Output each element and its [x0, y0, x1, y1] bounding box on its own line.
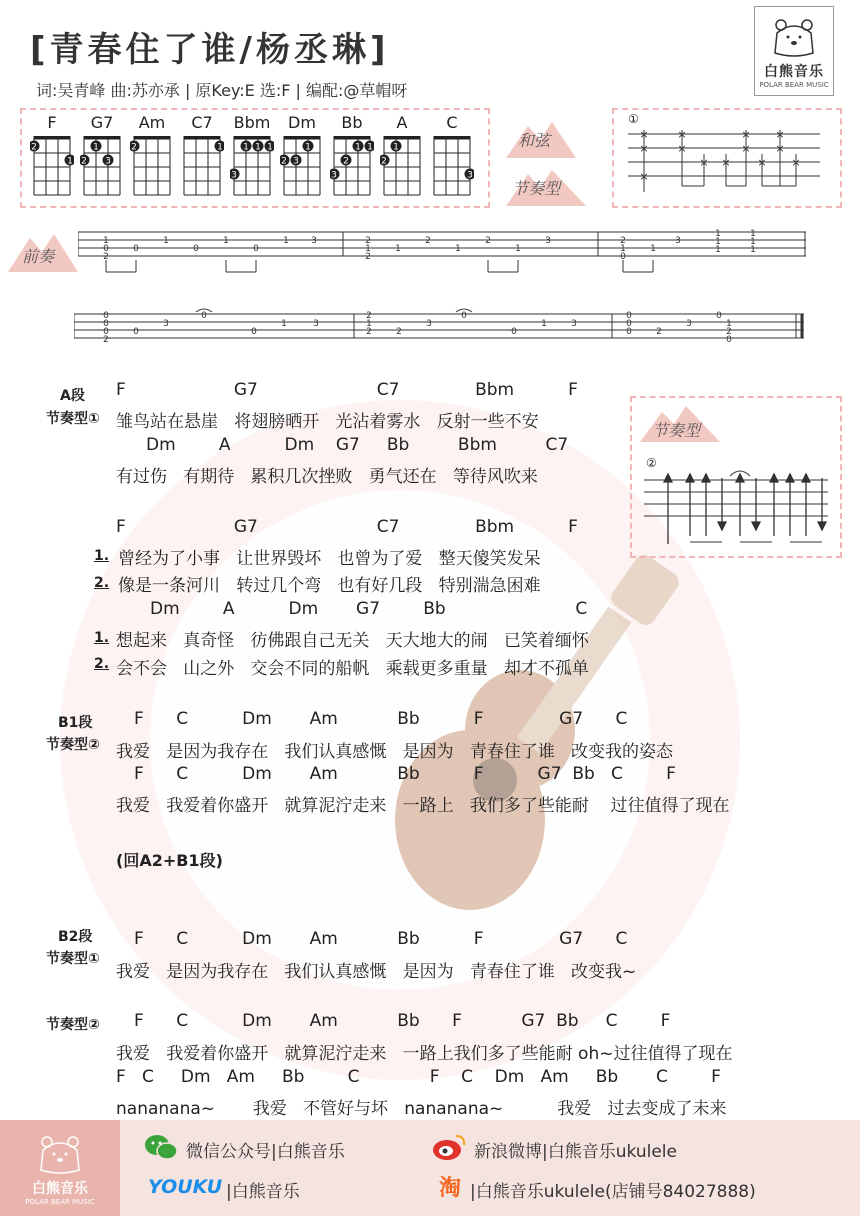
- svg-text:1: 1: [715, 245, 721, 255]
- taobao-icon: [434, 1172, 466, 1202]
- svg-text:0: 0: [103, 327, 109, 337]
- tablature-prelude-2: [74, 306, 808, 370]
- wechat-icon: [144, 1134, 178, 1162]
- chord-grid: [80, 134, 124, 198]
- brand-logo: [754, 6, 834, 96]
- lyric-line: 有过伤 有期待 累积几次挫败 勇气还在 等待风吹来: [116, 467, 538, 487]
- finger-number: 3: [467, 170, 473, 181]
- svg-text:0: 0: [133, 327, 139, 337]
- svg-text:×: ×: [639, 170, 649, 183]
- svg-text:3: 3: [313, 319, 319, 329]
- svg-text:2: 2: [726, 327, 732, 337]
- lyric-line: 会不会 山之外 交会不同的船帆 乘载更多重量 却才不孤单: [116, 659, 589, 679]
- chord-name: F: [47, 113, 57, 132]
- svg-text:淘: 淘: [438, 1176, 462, 1201]
- finger-number: 1: [393, 142, 399, 153]
- finger-number: 3: [293, 156, 299, 167]
- svg-text:×: ×: [741, 142, 751, 155]
- svg-text:0: 0: [251, 327, 257, 337]
- logo-text-cn: 白熊音乐: [764, 64, 824, 80]
- verse-number: 2.: [94, 575, 110, 591]
- chord-line: F C Dm Am Bb F G7 Bb C F: [134, 1011, 671, 1031]
- svg-text:0: 0: [193, 244, 199, 254]
- prelude-label: 前奏: [22, 247, 55, 266]
- chord-line: Dm A Dm G7 Bb Bbm C7: [146, 435, 569, 455]
- svg-text:0: 0: [201, 311, 207, 321]
- section-b2-label: B2段: [58, 929, 93, 945]
- svg-text:×: ×: [721, 156, 731, 169]
- chord-grid: [430, 134, 474, 198]
- finger-number: 3: [105, 156, 111, 167]
- chord-line: F G7 C7 Bbm F: [116, 380, 578, 400]
- bear-icon: [769, 15, 819, 59]
- svg-text:2: 2: [656, 327, 662, 337]
- svg-text:1: 1: [515, 244, 521, 254]
- svg-text:×: ×: [775, 128, 785, 141]
- verse-number: 1.: [94, 630, 110, 646]
- section-b1-rhythm: 节奏型②: [46, 737, 100, 753]
- svg-text:3: 3: [571, 319, 577, 329]
- section-b2-rhythm-1: 节奏型①: [46, 951, 100, 967]
- verse-number: 1.: [94, 548, 110, 564]
- svg-text:1: 1: [726, 319, 732, 329]
- finger-number: 1: [305, 142, 311, 153]
- svg-text:2: 2: [485, 236, 491, 246]
- chord-grid: [130, 134, 174, 198]
- lyric-line: 雏鸟站在悬崖 将翅膀晒开 光沾着雾水 反射一些不安: [116, 412, 539, 432]
- svg-text:×: ×: [757, 156, 767, 169]
- svg-text:0: 0: [716, 311, 722, 321]
- svg-text:3: 3: [686, 319, 692, 329]
- svg-text:1: 1: [750, 229, 756, 239]
- lyric-line: 我爱 是因为我存在 我们认真感慨 是因为 青春住了谁 改变我的姿态: [116, 742, 674, 762]
- song-credits: 词:吴青峰 曲:苏亦承 | 原Key:E 选:F | 编配:@草帽呀: [36, 81, 408, 100]
- chord-line: F C Dm Am Bb F G7 Bb C F: [134, 764, 676, 784]
- svg-text:0: 0: [253, 244, 259, 254]
- svg-text:1: 1: [715, 237, 721, 247]
- finger-number: 1: [355, 142, 361, 153]
- section-b1-label: B1段: [58, 715, 93, 731]
- chord-grid: [380, 134, 424, 198]
- svg-text:1: 1: [541, 319, 547, 329]
- svg-text:3: 3: [545, 236, 551, 246]
- svg-text:×: ×: [677, 142, 687, 155]
- svg-text:2: 2: [396, 327, 402, 337]
- svg-text:1: 1: [750, 245, 756, 255]
- svg-text:0: 0: [620, 252, 626, 262]
- svg-text:1: 1: [715, 229, 721, 239]
- finger-number: 2: [281, 156, 287, 167]
- chord-name: Am: [138, 113, 166, 132]
- logo-text-en: POLAR BEAR MUSIC: [759, 81, 829, 89]
- svg-text:×: ×: [677, 128, 687, 141]
- section-a-label: A段: [60, 388, 85, 404]
- footer-logo-en: POLAR BEAR MUSIC: [25, 1198, 95, 1206]
- lyric-line: 曾经为了小事 让世界毁坏 也曾为了爱 整天傻笑发呆: [118, 549, 541, 569]
- svg-text:3: 3: [426, 319, 432, 329]
- svg-text:0: 0: [626, 319, 632, 329]
- svg-text:2: 2: [366, 311, 372, 321]
- svg-text:0: 0: [133, 244, 139, 254]
- taobao-account[interactable]: |白熊音乐ukulele(店铺号84027888): [470, 1182, 756, 1202]
- svg-text:0: 0: [511, 327, 517, 337]
- weibo-account[interactable]: 新浪微博|白熊音乐ukulele: [474, 1142, 677, 1162]
- finger-number: 1: [67, 156, 73, 167]
- svg-text:×: ×: [775, 142, 785, 155]
- svg-text:×: ×: [741, 128, 751, 141]
- svg-text:0: 0: [103, 244, 109, 254]
- finger-number: 3: [231, 170, 237, 181]
- finger-number: 1: [93, 142, 99, 153]
- svg-text:3: 3: [311, 236, 317, 246]
- chord-grid: [180, 134, 224, 198]
- svg-text:2: 2: [620, 236, 626, 246]
- svg-text:1: 1: [223, 236, 229, 246]
- chord-grid: [280, 134, 324, 198]
- svg-text:×: ×: [699, 156, 709, 169]
- wechat-account[interactable]: 微信公众号|白熊音乐: [186, 1142, 345, 1162]
- footer-logo: [0, 1120, 120, 1216]
- svg-text:3: 3: [163, 319, 169, 329]
- repeat-instruction: (回A2+B1段): [116, 851, 223, 870]
- svg-text:1: 1: [365, 244, 371, 254]
- song-title: [青春住了谁/杨丞琳]: [30, 30, 390, 70]
- svg-text:2: 2: [103, 335, 109, 345]
- rhythm-label-2: 节奏型: [652, 421, 701, 440]
- svg-text:1: 1: [395, 244, 401, 254]
- svg-text:3: 3: [675, 236, 681, 246]
- svg-text:×: ×: [639, 128, 649, 141]
- chord-line: F C Dm Am Bb F G7 C: [134, 929, 628, 949]
- svg-text:×: ×: [639, 142, 649, 155]
- chord-name: Bbm: [233, 113, 271, 132]
- section-b2-rhythm-2: 节奏型②: [46, 1017, 100, 1033]
- svg-text:2: 2: [365, 236, 371, 246]
- tablature-prelude-1: [78, 224, 808, 288]
- lyric-line: 我爱 我爱着你盛开 就算泥泞走来 一路上我们多了些能耐 oh~过往值得了现在: [116, 1044, 733, 1064]
- youku-logo: YOUKU: [148, 1176, 223, 1198]
- rhythm-2-number: ②: [646, 456, 657, 470]
- svg-text:0: 0: [103, 319, 109, 329]
- finger-number: 1: [217, 142, 223, 153]
- chord-grid: [230, 134, 274, 198]
- chord-name: G7: [90, 113, 114, 132]
- rhythm-label: 节奏型: [512, 179, 561, 198]
- svg-text:0: 0: [461, 311, 467, 321]
- youku-account[interactable]: |白熊音乐: [226, 1182, 300, 1202]
- verse-number: 2.: [94, 656, 110, 672]
- chord-name: A: [396, 113, 408, 132]
- finger-number: 1: [367, 142, 373, 153]
- chord-label: 和弦: [518, 131, 551, 150]
- svg-text:2: 2: [365, 252, 371, 262]
- svg-text:1: 1: [283, 236, 289, 246]
- svg-text:1: 1: [455, 244, 461, 254]
- section-a-rhythm: 节奏型①: [46, 411, 100, 427]
- svg-text:1: 1: [366, 319, 372, 329]
- svg-text:1: 1: [620, 244, 626, 254]
- chord-name: C7: [191, 113, 213, 132]
- svg-text:0: 0: [726, 335, 732, 345]
- finger-number: 2: [31, 142, 37, 153]
- chord-grid: [330, 134, 374, 198]
- rhythm-pattern-1: [624, 126, 824, 198]
- svg-text:1: 1: [281, 319, 287, 329]
- finger-number: 2: [381, 156, 387, 167]
- chord-name: Dm: [288, 113, 316, 132]
- finger-number: 3: [331, 170, 337, 181]
- rhythm-pattern-2: [644, 470, 830, 550]
- svg-text:2: 2: [103, 252, 109, 262]
- svg-text:1: 1: [163, 236, 169, 246]
- finger-number: 1: [255, 142, 261, 153]
- svg-text:2: 2: [425, 236, 431, 246]
- svg-text:0: 0: [626, 311, 632, 321]
- footer-logo-cn: 白熊音乐: [32, 1181, 88, 1197]
- lyric-line: 想起来 真奇怪 彷佛跟自己无关 天大地大的闹 已笑着缅怀: [116, 631, 589, 651]
- finger-number: 2: [343, 156, 349, 167]
- weibo-icon: [432, 1132, 468, 1162]
- svg-text:×: ×: [791, 156, 801, 169]
- chord-line: F C Dm Am Bb C F C Dm Am Bb C F: [116, 1067, 721, 1087]
- finger-number: 1: [267, 142, 273, 153]
- chord-line: F G7 C7 Bbm F: [116, 517, 578, 537]
- chord-name: Bb: [341, 113, 363, 132]
- finger-number: 1: [243, 142, 249, 153]
- chord-line: Dm A Dm G7 Bb C: [150, 599, 588, 619]
- lyric-line: 我爱 是因为我存在 我们认真感慨 是因为 青春住了谁 改变我~: [116, 962, 637, 982]
- chord-line: F C Dm Am Bb F G7 C: [134, 709, 628, 729]
- svg-text:2: 2: [366, 327, 372, 337]
- bear-icon: [34, 1132, 86, 1176]
- chord-name: C: [446, 113, 458, 132]
- svg-text:1: 1: [103, 236, 109, 246]
- svg-text:1: 1: [650, 244, 656, 254]
- chord-diagrams: [30, 114, 480, 200]
- svg-text:0: 0: [626, 327, 632, 337]
- lyric-line: 我爱 我爱着你盛开 就算泥泞走来 一路上 我们多了些能耐 过往值得了现在: [116, 796, 730, 816]
- svg-text:1: 1: [750, 237, 756, 247]
- svg-text:0: 0: [103, 311, 109, 321]
- rhythm-1-number: ①: [628, 112, 639, 126]
- chord-grid: [30, 134, 74, 198]
- lyric-line: nananana~ 我爱 不管好与坏 nananana~ 我爱 过去变成了未来: [116, 1099, 727, 1119]
- finger-number: 2: [81, 156, 87, 167]
- lyric-line: 像是一条河川 转过几个弯 也有好几段 特别湍急困难: [118, 576, 541, 596]
- finger-number: 2: [131, 142, 137, 153]
